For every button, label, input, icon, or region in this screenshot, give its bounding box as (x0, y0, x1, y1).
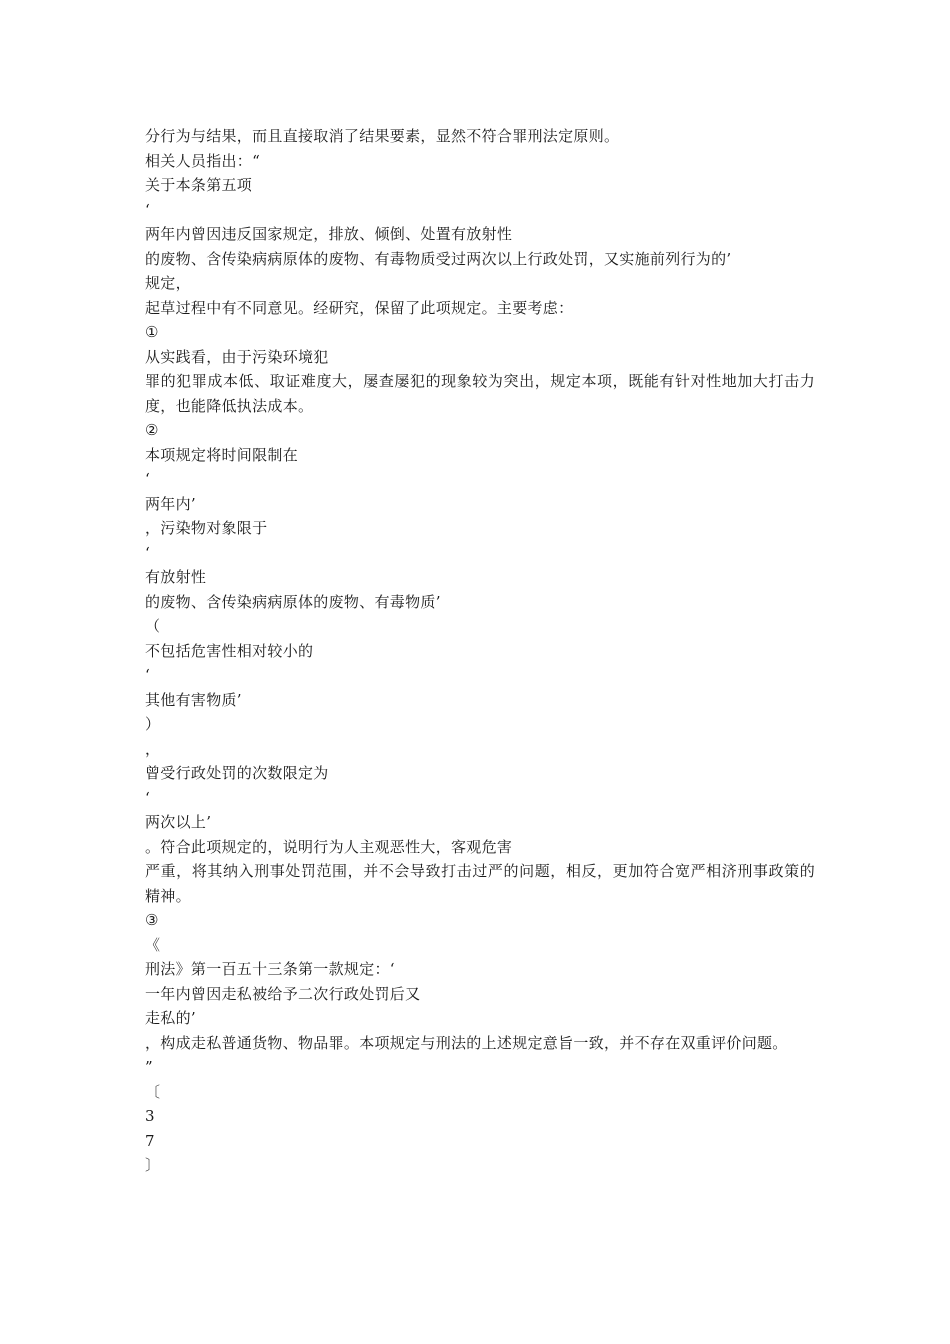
text-line: 刑法》第一百五十三条第一款规定：‘ (145, 960, 395, 978)
text-line: 一年内曾因走私被给予二次行政处罚后又 (145, 984, 421, 1003)
text-paragraph: ，构成走私普通货物、物品罪。本项规定与刑法的上述规定意旨一致，并不存在双重评价问题。 (145, 1033, 788, 1052)
list-marker: ③ (145, 911, 159, 929)
text-line: 不包括危害性相对较小的 (145, 641, 314, 660)
text-line: ， (145, 739, 161, 758)
text-line: ‘ (145, 200, 151, 219)
text-line: 《 (145, 935, 161, 954)
footnote-bracket: 〕 (145, 1156, 161, 1174)
footnote-bracket: 〔 (145, 1082, 161, 1101)
text-line: 关于本条第五项 (145, 176, 253, 194)
text-line: 从实践看，由于污染环境犯 (145, 347, 329, 366)
text-line: 曾受行政处罚的次数限定为 (145, 764, 329, 782)
text-line: 走私的’ (145, 1009, 196, 1027)
text-line: ） (145, 715, 161, 733)
text-line: 有放射性 (145, 568, 207, 586)
document-body (145, 124, 815, 1178)
text-line: ” (145, 1058, 153, 1076)
text-line: 规定， (145, 274, 191, 292)
text-line: 分行为与结果，而且直接取消了结果要素，显然不符合罪刑法定原则。 (145, 127, 620, 145)
text-line: ‘ (145, 788, 151, 807)
text-line: （ (145, 617, 161, 635)
text-line: 本项规定将时间限制在 (145, 445, 299, 464)
list-marker: ① (145, 323, 159, 341)
list-marker: ② (145, 421, 159, 439)
text-line: 的废物、含传染病病原体的废物、有毒物质’ (145, 592, 441, 611)
text-line: 起草过程中有不同意见。经研究，保留了此项规定。主要考虑： (145, 298, 574, 317)
text-line: 两年内’ (145, 494, 196, 513)
text-line: 两年内曾因违反国家规定，排放、倾倒、处置有放射性 (145, 225, 513, 243)
text-line: ‘ (145, 666, 151, 684)
text-line: 。符合此项规定的，说明行为人主观恶性大，客观危害 (145, 837, 513, 856)
text-line: 相关人员指出：“ (145, 151, 261, 170)
text-paragraph: 罪的犯罪成本低、取证难度大，屡查屡犯的现象较为突出，规定本项，既能有针对性地加大打击力度，也能降低执法成本。 (145, 372, 815, 415)
footnote-number: 3 (145, 1107, 155, 1125)
text-line: ‘ (145, 543, 151, 562)
text-line: 两次以上’ (145, 813, 212, 831)
text-line: 的废物、含传染病病原体的废物、有毒物质受过两次以上行政处罚，又实施前列行为的’ (145, 249, 732, 268)
footnote-number: 7 (145, 1131, 155, 1150)
text-paragraph: 严重，将其纳入刑事处罚范围，并不会导致打击过严的问题，相反，更加符合宽严相济刑事政策的精神。 (145, 862, 815, 905)
text-line: ‘ (145, 470, 151, 488)
text-line: 其他有害物质’ (145, 690, 242, 709)
text-line: ，污染物对象限于 (145, 519, 268, 537)
